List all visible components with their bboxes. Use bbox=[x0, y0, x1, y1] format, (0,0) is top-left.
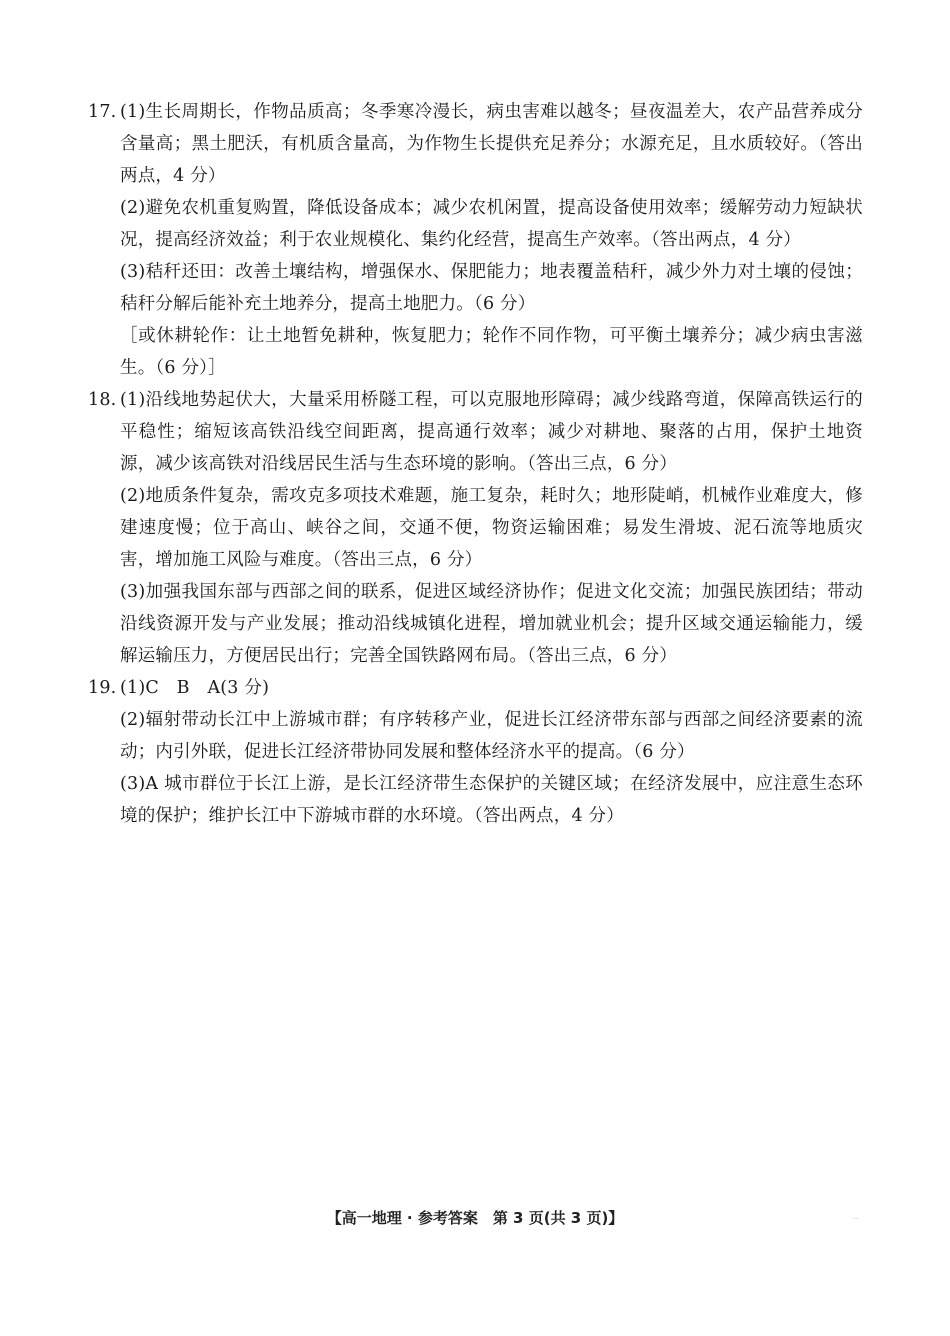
corner-mark-icon: ‥ bbox=[853, 1212, 859, 1221]
answer-content bbox=[88, 96, 863, 832]
answer-item: (2)避免农机重复购置，降低设备成本；减少农机闲置，提高设备使用效率；缓解劳动力短缺状况，提高经济效益；利于农业规模化、集约化经营，提高生产效率。（答出两点，4 分） bbox=[120, 198, 863, 250]
page-footer: 【高一地理 · 参考答案 第 3 页(共 3 页)】 bbox=[326, 1209, 624, 1227]
answer-item: (2)地质条件复杂，需攻克多项技术难题，施工复杂，耗时久；地形陡峭，机械作业难度大，修建速度慢；位于高山、峡谷之间，交通不便，物资运输困难；易发生滑坡、泥石流等地质灾害，增加施工风险与难度。（答出三点，6 分） bbox=[120, 486, 863, 570]
question-number: 18. bbox=[88, 390, 117, 410]
answer-item: (1)C B A(3 分) bbox=[120, 678, 270, 698]
answer-item: (3)秸秆还田：改善土壤结构，增强保水、保肥能力；地表覆盖秸秆，减少外力对土壤的侵蚀；秸秆分解后能补充土地养分，提高土地肥力。（6 分） bbox=[120, 262, 863, 314]
question-number: 19. bbox=[88, 678, 117, 698]
question-17 bbox=[88, 96, 863, 384]
answer-item: (1)沿线地势起伏大，大量采用桥隧工程，可以克服地形障碍；减少线路弯道，保障高铁运行的平稳性；缩短该高铁沿线空间距离，提高通行效率；减少对耕地、聚落的占用，保护土地资源，减少该高铁对沿线居民生活与生态环境的影响。（答出三点，6 分） bbox=[120, 390, 863, 474]
question-number: 17. bbox=[88, 102, 117, 122]
question-18 bbox=[88, 384, 863, 672]
answer-item: (2)辐射带动长江中上游城市群；有序转移产业，促进长江经济带东部与西部之间经济要素的流动；内引外联，促进长江经济带协同发展和整体经济水平的提高。（6 分） bbox=[120, 710, 863, 762]
answer-item: ［或休耕轮作：让土地暂免耕种，恢复肥力；轮作不同作物，可平衡土壤养分；减少病虫害滋生。（6 分）］ bbox=[120, 326, 863, 378]
question-19 bbox=[88, 672, 863, 832]
answer-item: (1)生长周期长，作物品质高；冬季寒冷漫长，病虫害难以越冬；昼夜温差大，农产品营养成分含量高；黑土肥沃，有机质含量高，为作物生长提供充足养分；水源充足，且水质较好。（答出两点，4 分） bbox=[120, 102, 863, 186]
answer-item: (3)A 城市群位于长江上游，是长江经济带生态保护的关键区域；在经济发展中，应注意生态环境的保护；维护长江中下游城市群的水环境。（答出两点，4 分） bbox=[120, 774, 863, 826]
answer-item: (3)加强我国东部与西部之间的联系，促进区域经济协作；促进文化交流；加强民族团结；带动沿线资源开发与产业发展；推动沿线城镇化进程，增加就业机会；提升区域交通运输能力，缓解运输压力，方便居民出行；完善全国铁路网布局。（答出三点，6 分） bbox=[120, 582, 863, 666]
